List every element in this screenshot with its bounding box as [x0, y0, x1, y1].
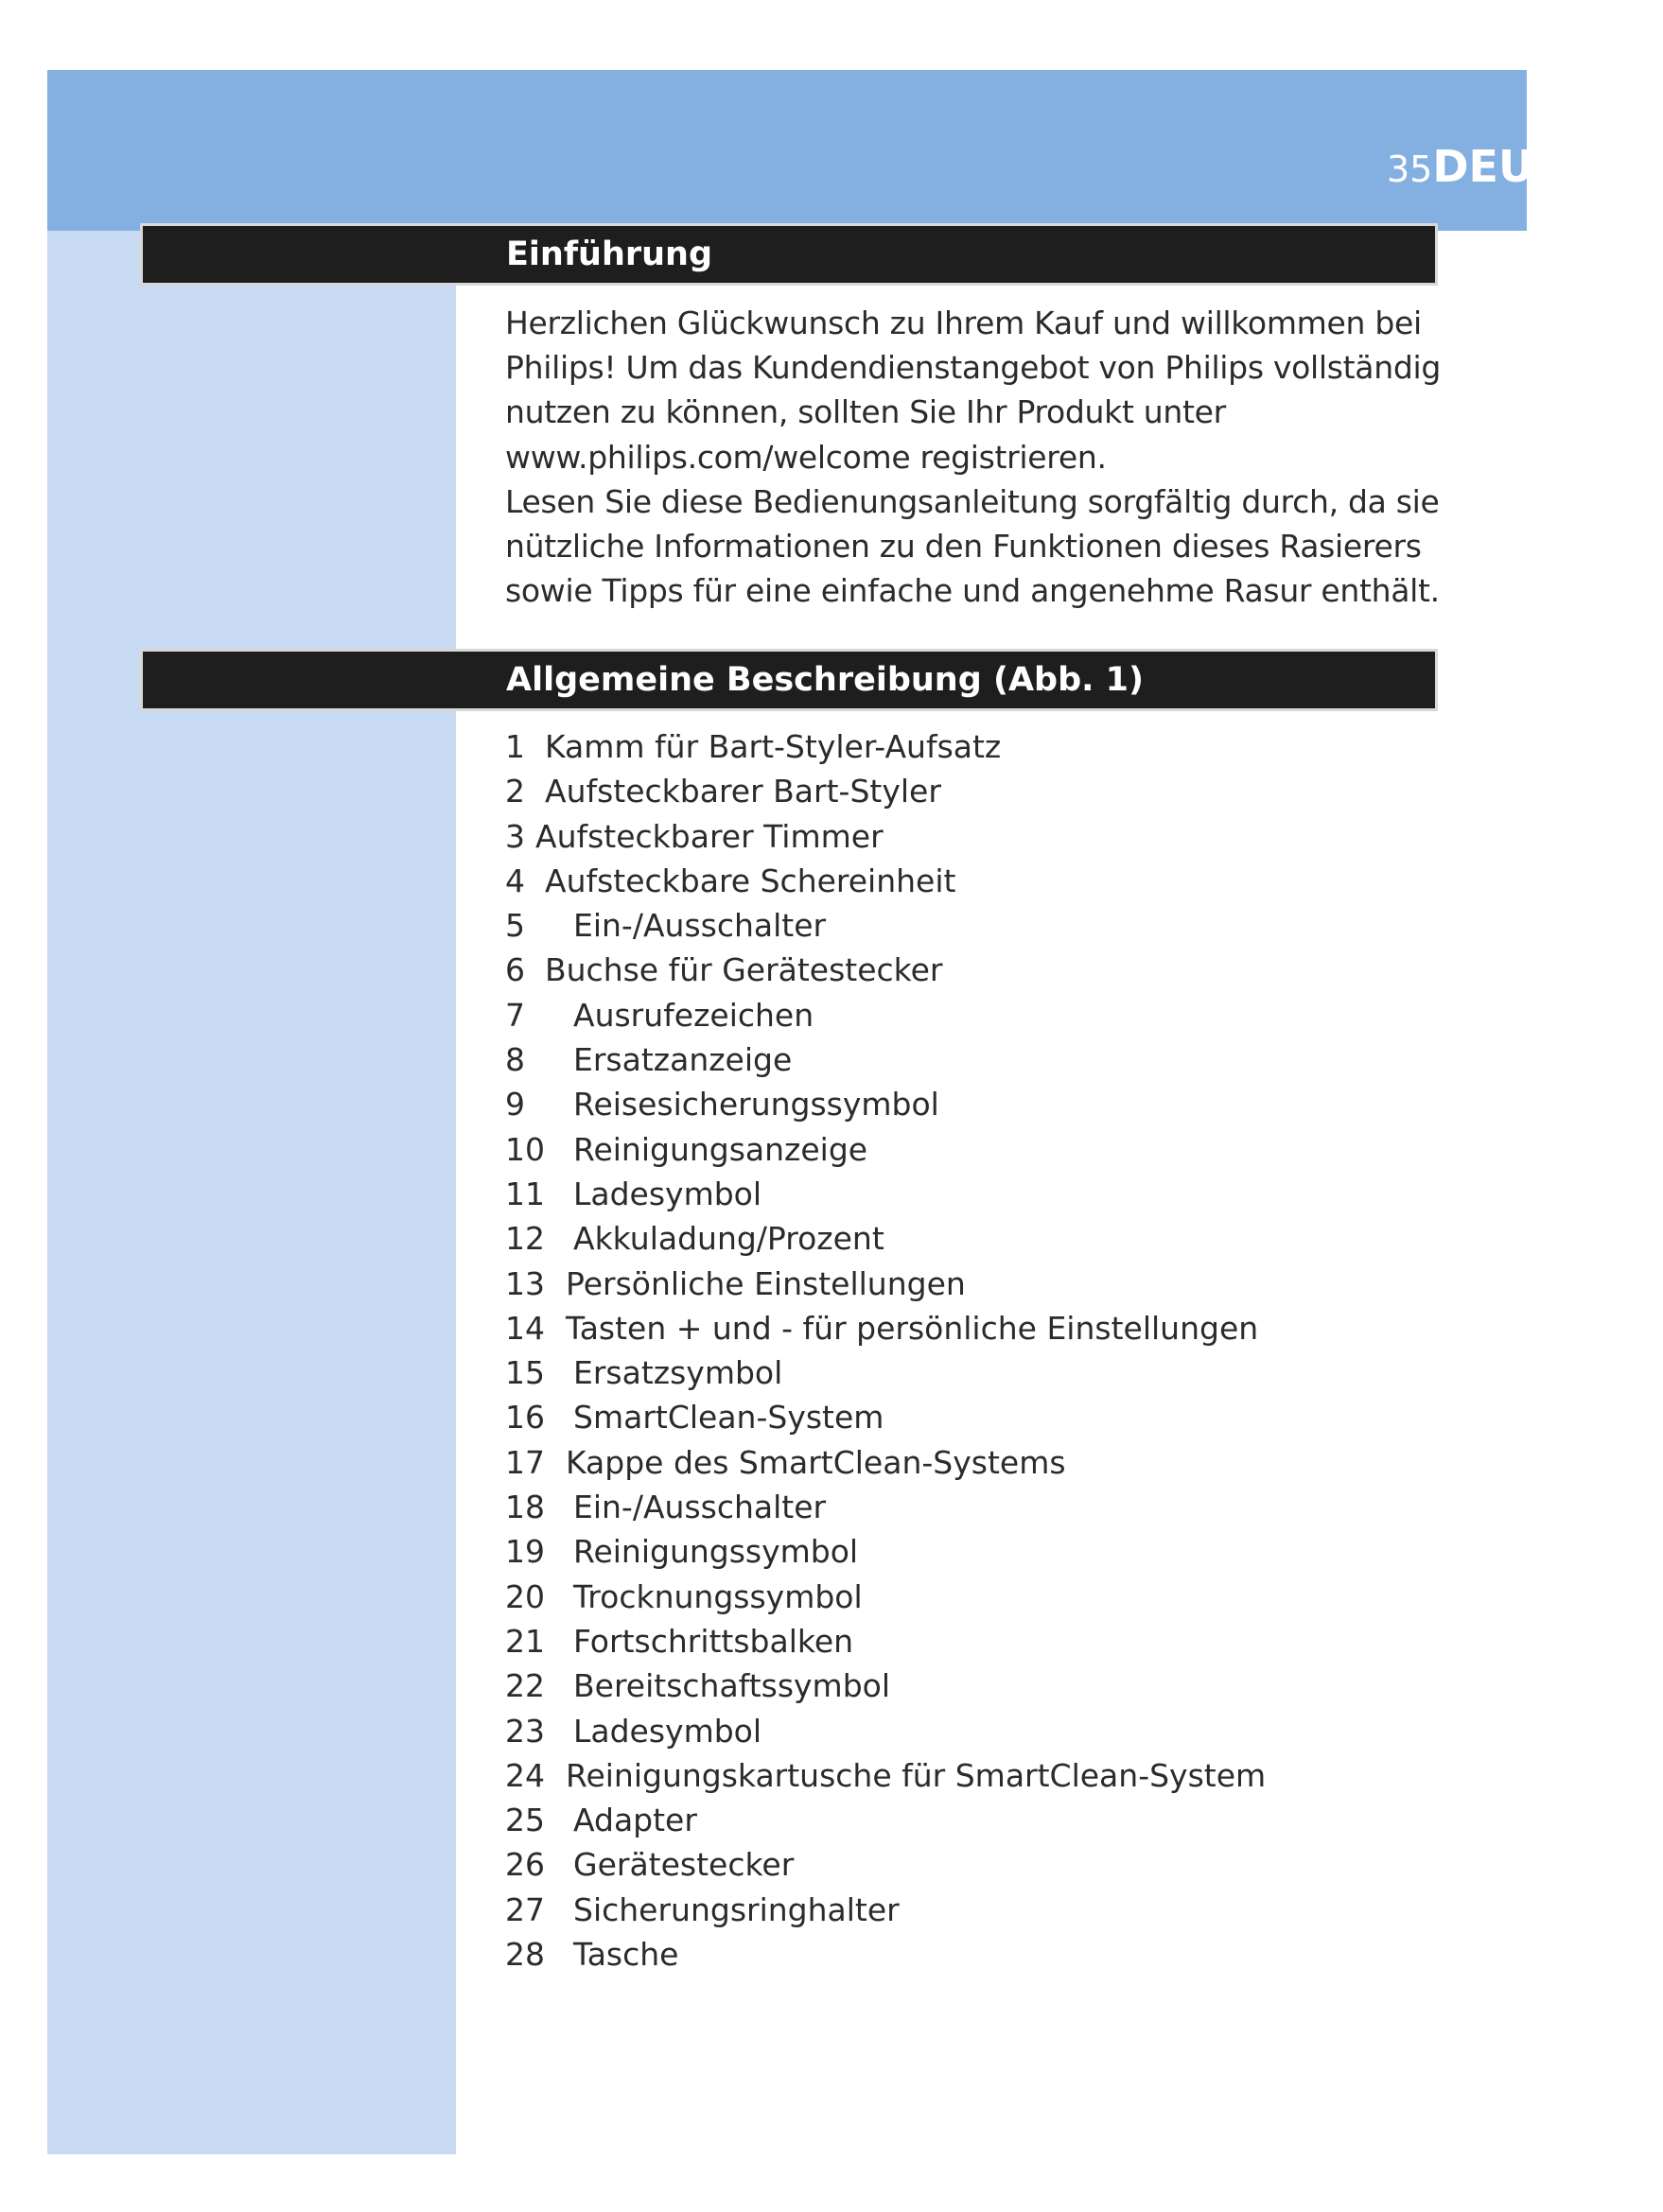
item-label: Ein-/Ausschalter — [573, 907, 827, 945]
parts-list — [505, 724, 1266, 1977]
item-number: 11 — [505, 1175, 545, 1212]
header-band — [47, 70, 1527, 231]
item-label: Tasche — [573, 1936, 679, 1974]
item-number: 16 — [505, 1399, 545, 1437]
item-label: Aufsteckbarer Timmer — [535, 817, 884, 855]
item-label: Aufsteckbarer Bart-Styler — [545, 773, 941, 810]
item-label: Adapter — [573, 1802, 697, 1839]
item-label: Fortschrittsbalken — [573, 1622, 854, 1660]
list-item — [505, 1082, 1266, 1126]
list-item — [505, 1798, 1266, 1842]
list-item — [505, 1395, 1266, 1439]
item-label: Sicherungsringhalter — [573, 1890, 900, 1928]
list-item — [505, 993, 1266, 1037]
item-number: 22 — [505, 1667, 545, 1705]
item-number: 13 — [505, 1264, 545, 1302]
list-item — [505, 814, 1266, 859]
item-number: 1 — [505, 728, 525, 765]
item-number: 12 — [505, 1220, 545, 1258]
item-number: 25 — [505, 1802, 545, 1839]
intro-paragraph: Herzlichen Glückwunsch zu Ihrem Kauf und willkommen bei Philips! Um das Kundendienstangebot von Philips vollständig nutzen zu können, sollten Sie Ihr Produkt unter www.philips.com/welcome registrieren. — [505, 305, 1441, 476]
list-item — [505, 948, 1266, 992]
item-number: 27 — [505, 1890, 545, 1928]
item-number: 23 — [505, 1712, 545, 1750]
item-label: Tasten + und - für persönliche Einstellungen — [566, 1309, 1259, 1347]
item-number: 8 — [505, 1041, 525, 1079]
list-item — [505, 1172, 1266, 1216]
list-item — [505, 859, 1266, 903]
item-number: 24 — [505, 1756, 545, 1794]
side-margin-band — [47, 231, 456, 2154]
item-label: Ersatzsymbol — [573, 1354, 783, 1392]
item-number: 10 — [505, 1130, 545, 1168]
list-item — [505, 1709, 1266, 1753]
list-item — [505, 1888, 1266, 1932]
item-label: Reinigungsanzeige — [573, 1130, 868, 1168]
item-number: 28 — [505, 1936, 545, 1974]
item-label: Ein-/Ausschalter — [573, 1489, 827, 1526]
list-item — [505, 1753, 1266, 1798]
item-number: 3 — [505, 817, 525, 855]
item-number: 5 — [505, 907, 525, 945]
list-item — [505, 1306, 1266, 1350]
item-label: Ladesymbol — [573, 1175, 762, 1212]
item-label: Persönliche Einstellungen — [566, 1264, 966, 1302]
item-label: Ersatzanzeige — [573, 1041, 793, 1079]
list-item — [505, 903, 1266, 948]
item-label: Ausrufezeichen — [573, 996, 814, 1034]
item-number: 6 — [505, 951, 525, 989]
item-label: Trocknungssymbol — [573, 1577, 863, 1615]
list-item — [505, 1037, 1266, 1082]
list-item — [505, 1619, 1266, 1663]
item-number: 17 — [505, 1443, 545, 1481]
item-label: SmartClean-System — [573, 1399, 884, 1437]
item-number: 14 — [505, 1309, 545, 1347]
page-number — [1387, 140, 1663, 197]
intro-text — [505, 301, 1451, 613]
list-item — [505, 1842, 1266, 1887]
list-item — [505, 1575, 1266, 1619]
item-label: Kamm für Bart-Styler-Aufsatz — [545, 728, 1002, 765]
item-label: Aufsteckbare Schereinheit — [545, 862, 956, 899]
section-header-description — [140, 649, 1438, 711]
item-number: 7 — [505, 996, 525, 1034]
item-label: Kappe des SmartClean-Systems — [566, 1443, 1066, 1481]
item-number: 9 — [505, 1086, 525, 1123]
list-item — [505, 724, 1266, 769]
page-number-value: 35 — [1387, 148, 1433, 190]
item-number: 19 — [505, 1533, 545, 1571]
list-item — [505, 1485, 1266, 1529]
section-header-intro — [140, 223, 1438, 286]
list-item — [505, 769, 1266, 813]
list-item — [505, 1440, 1266, 1485]
list-item — [505, 1350, 1266, 1395]
item-label: Reinigungssymbol — [573, 1533, 859, 1571]
item-label: Bereitschaftssymbol — [573, 1667, 891, 1705]
item-label: Reisesicherungssymbol — [573, 1086, 939, 1123]
section-title-description: Allgemeine Beschreibung (Abb. 1) — [506, 661, 1144, 699]
item-label: Akkuladung/Prozent — [573, 1220, 884, 1258]
list-item — [505, 1216, 1266, 1261]
list-item — [505, 1932, 1266, 1977]
list-item — [505, 1529, 1266, 1574]
intro-paragraph: Lesen Sie diese Bedienungsanleitung sorgfältig durch, da sie nützliche Informationen zu den Funktionen dieses Rasierers sowie Tipps für eine einfache und angenehme Rasur enthält. — [505, 482, 1440, 610]
item-number: 26 — [505, 1846, 545, 1884]
list-item — [505, 1127, 1266, 1172]
item-label: Reinigungskartusche für SmartClean-System — [566, 1756, 1267, 1794]
item-number: 21 — [505, 1622, 545, 1660]
item-label: Buchse für Gerätestecker — [545, 951, 943, 989]
item-number: 2 — [505, 773, 525, 810]
item-number: 18 — [505, 1489, 545, 1526]
item-number: 4 — [505, 862, 525, 899]
list-item — [505, 1663, 1266, 1708]
item-number: 15 — [505, 1354, 545, 1392]
list-item — [505, 1262, 1266, 1306]
item-label: Gerätestecker — [573, 1846, 795, 1884]
item-number: 20 — [505, 1577, 545, 1615]
section-title-intro: Einführung — [506, 235, 713, 273]
language-label: DEUTSCH — [1432, 141, 1663, 192]
item-label: Ladesymbol — [573, 1712, 762, 1750]
